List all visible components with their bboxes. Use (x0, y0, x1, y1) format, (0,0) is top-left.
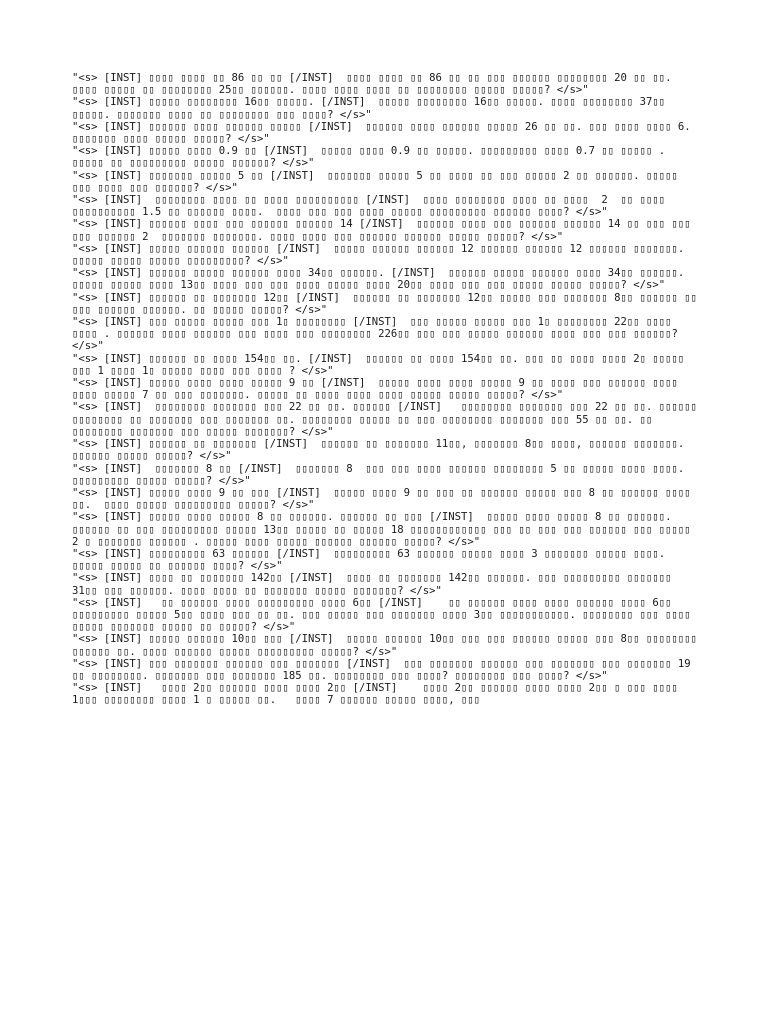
prompt-entry: "<s> [INST] ▯▯▯▯▯ ▯▯▯▯▯▯ 10▯▯ ▯▯▯ [/INST] ▯▯▯▯▯ ▯▯▯▯▯▯ 10▯▯ ▯▯▯ ▯▯▯ ▯▯▯▯▯▯ ▯▯▯▯▯ ▯▯▯ 8▯▯ ▯▯▯▯▯▯▯▯ ▯▯▯▯▯▯ ▯▯. ▯▯▯▯ ▯▯▯▯▯▯ ▯▯▯▯▯ ▯▯▯▯▯▯▯▯▯ ▯▯▯▯▯? </s>" (72, 633, 704, 658)
prompt-entry: "<s> [INST] ▯▯▯ ▯▯▯▯▯▯▯ ▯▯▯▯▯▯ ▯▯▯ ▯▯▯▯▯▯▯ [/INST] ▯▯▯ ▯▯▯▯▯▯▯ ▯▯▯▯▯▯ ▯▯▯ ▯▯▯▯▯▯▯ ▯▯▯ ▯▯▯▯▯▯▯ 19 ▯▯ ▯▯▯▯▯▯▯▯. ▯▯▯▯▯▯▯ ▯▯▯ ▯▯▯▯▯▯▯ 185 ▯▯. ▯▯▯▯▯▯▯▯ ▯▯▯ ▯▯▯▯? ▯▯▯▯▯▯▯▯ ▯▯▯ ▯▯▯▯? </s>" (72, 657, 698, 682)
document-body (72, 72, 702, 707)
prompt-entry: "<s> [INST] ▯▯▯▯▯▯ ▯▯▯▯ ▯▯▯ ▯▯▯▯▯▯ ▯▯▯▯▯▯ 14 [/INST] ▯▯▯▯▯▯ ▯▯▯▯ ▯▯▯ ▯▯▯▯▯▯ ▯▯▯▯▯▯ 14 ▯▯ ▯▯▯ ▯▯▯ ▯▯▯ ▯▯▯▯▯▯ 2 ▯▯▯▯▯▯▯ ▯▯▯▯▯▯▯. ▯▯▯▯ ▯▯▯▯ ▯▯▯ ▯▯▯▯▯▯ ▯▯▯▯▯▯ ▯▯▯▯▯ ▯▯▯▯▯? </s>" (72, 218, 698, 243)
prompt-entry: "<s> [INST] ▯▯▯▯▯▯ ▯▯ ▯▯▯▯▯▯▯ 12▯▯ [/INST] ▯▯▯▯▯▯ ▯▯ ▯▯▯▯▯▯▯ 12▯▯ ▯▯▯▯▯ ▯▯▯ ▯▯▯▯▯▯▯ 8▯▯ ▯▯▯▯▯▯ ▯▯ ▯▯▯ ▯▯▯▯▯▯ ▯▯▯▯▯▯. ▯▯ ▯▯▯▯▯ ▯▯▯▯▯? </s>" (72, 291, 704, 316)
prompt-entry: "<s> [INST] ▯▯▯▯ 2▯▯ ▯▯▯▯▯▯ ▯▯▯▯ ▯▯▯▯ 2▯▯ [/INST] ▯▯▯▯ 2▯▯ ▯▯▯▯▯▯ ▯▯▯▯ ▯▯▯▯ 2▯▯ ▯ ▯▯▯ ▯▯▯▯ 1▯▯▯ ▯▯▯▯▯▯▯▯ ▯▯▯▯ 1 ▯ ▯▯▯▯▯ ▯▯. ▯▯▯▯ 7 ▯▯▯▯▯▯ ▯▯▯▯▯ ▯▯▯▯, ▯▯▯ (72, 682, 685, 707)
prompt-entry: "<s> [INST] ▯▯▯▯▯▯ ▯▯ ▯▯▯▯ 154▯▯ ▯▯. [/INST] ▯▯▯▯▯▯ ▯▯ ▯▯▯▯ 154▯▯ ▯▯. ▯▯▯ ▯▯ ▯▯▯▯ ▯▯▯▯ 2▯ ▯▯▯▯▯ ▯▯▯ 1 ▯▯▯▯ 1▯ ▯▯▯▯▯ ▯▯▯▯ ▯▯▯ ▯▯▯▯ ? </s>" (72, 352, 691, 377)
prompt-entry: "<s> [INST] ▯▯▯▯▯▯▯ ▯▯▯▯▯ 5 ▯▯ [/INST] ▯▯▯▯▯▯▯ ▯▯▯▯▯ 5 ▯▯ ▯▯▯▯ ▯▯ ▯▯▯ ▯▯▯▯▯ 2 ▯▯ ▯▯▯▯▯▯. ▯▯▯▯▯ ▯▯▯ ▯▯▯▯ ▯▯▯ ▯▯▯▯▯▯? </s>" (72, 169, 685, 194)
prompt-entry: "<s> [INST] ▯▯▯▯▯▯ ▯▯▯▯ ▯▯▯▯▯▯ ▯▯▯▯▯ [/INST] ▯▯▯▯▯▯ ▯▯▯▯ ▯▯▯▯▯▯ ▯▯▯▯▯ 26 ▯▯ ▯▯. ▯▯▯ ▯▯▯▯ ▯▯▯▯ 6. ▯▯▯▯▯▯▯ ▯▯▯▯ ▯▯▯▯▯ ▯▯▯▯▯? </s>" (72, 120, 698, 146)
prompt-entry: "<s> [INST] ▯▯▯▯▯▯▯▯▯ 63 ▯▯▯▯▯▯ [/INST] ▯▯▯▯▯▯▯▯▯ 63 ▯▯▯▯▯▯ ▯▯▯▯▯ ▯▯▯▯ 3 ▯▯▯▯▯▯▯ ▯▯▯▯▯ ▯▯▯▯. ▯▯▯▯▯ ▯▯▯▯▯ ▯▯ ▯▯▯▯▯▯ ▯▯▯▯? </s>" (72, 547, 672, 573)
prompt-entry: "<s> [INST] ▯▯▯▯▯ ▯▯▯▯▯▯▯▯ 16▯▯ ▯▯▯▯▯. [/INST] ▯▯▯▯▯ ▯▯▯▯▯▯▯▯ 16▯▯ ▯▯▯▯▯. ▯▯▯▯ ▯▯▯▯▯▯▯▯ 37▯▯ ▯▯▯▯▯. ▯▯▯▯▯▯▯ ▯▯▯▯ ▯▯ ▯▯▯▯▯▯▯▯ ▯▯▯ ▯▯▯▯? </s>" (72, 96, 672, 121)
prompt-entry: "<s> [INST] ▯▯▯▯▯ ▯▯▯▯ 9 ▯▯ ▯▯▯ [/INST] ▯▯▯▯▯ ▯▯▯▯ 9 ▯▯ ▯▯▯ ▯▯ ▯▯▯▯▯▯ ▯▯▯▯▯ ▯▯▯ 8 ▯▯ ▯▯▯▯▯▯ ▯▯▯▯ ▯▯. ▯▯▯▯ ▯▯▯▯▯ ▯▯▯▯▯▯▯▯▯ ▯▯▯▯▯? </s>" (72, 486, 698, 512)
prompt-entry: "<s> [INST] ▯▯▯▯ ▯▯▯▯ ▯▯ 86 ▯▯ ▯▯ [/INST] ▯▯▯▯ ▯▯▯▯ ▯▯ 86 ▯▯ ▯▯ ▯▯▯ ▯▯▯▯▯▯ ▯▯▯▯▯▯▯▯ 20 ▯▯ ▯▯. ▯▯▯▯ ▯▯▯▯▯ ▯▯ ▯▯▯▯▯▯▯▯ 25▯▯ ▯▯▯▯▯▯. ▯▯▯▯ ▯▯▯▯ ▯▯▯▯ ▯▯ ▯▯▯▯▯▯▯▯ ▯▯▯▯▯ ▯▯▯▯▯? </s>" (72, 72, 678, 97)
prompt-entry: "<s> [INST] ▯▯▯ ▯▯▯▯▯ ▯▯▯▯▯ ▯▯▯ 1▯ ▯▯▯▯▯▯▯▯ [/INST] ▯▯▯ ▯▯▯▯▯ ▯▯▯▯▯ ▯▯▯ 1▯ ▯▯▯▯▯▯▯▯ 22▯▯ ▯▯▯▯ ▯▯▯▯ . ▯▯▯▯▯▯ ▯▯▯▯ ▯▯▯▯▯▯ ▯▯▯ ▯▯▯▯ ▯▯▯ ▯▯▯▯▯▯▯▯ 226▯▯ ▯▯▯ ▯▯▯ ▯▯▯▯▯ ▯▯▯▯▯▯ ▯▯▯▯ ▯▯▯ ▯▯▯ ▯▯▯▯▯▯? </s>" (72, 316, 685, 353)
prompt-entry: "<s> [INST] ▯▯▯▯▯ ▯▯▯▯▯▯ ▯▯▯▯▯▯ [/INST] ▯▯▯▯▯ ▯▯▯▯▯▯ ▯▯▯▯▯▯ 12 ▯▯▯▯▯▯ ▯▯▯▯▯▯ 12 ▯▯▯▯▯▯ ▯▯▯▯▯▯▯. ▯▯▯▯▯ ▯▯▯▯▯ ▯▯▯▯▯ ▯▯▯▯▯▯▯▯▯? </s>" (72, 242, 691, 268)
prompt-entry: "<s> [INST] ▯▯▯▯▯▯▯▯ ▯▯▯▯▯▯▯ ▯▯▯ 22 ▯▯ ▯▯. ▯▯▯▯▯▯ [/INST] ▯▯▯▯▯▯▯▯ ▯▯▯▯▯▯▯ ▯▯▯ 22 ▯▯ ▯▯. ▯▯▯▯▯▯ ▯▯▯▯▯▯▯▯ ▯▯ ▯▯▯▯▯▯▯ ▯▯▯ ▯▯▯▯▯▯▯ ▯▯. ▯▯▯▯▯▯▯▯ ▯▯▯▯▯ ▯▯ ▯▯▯ ▯▯▯▯▯▯▯▯ ▯▯▯▯▯▯▯ ▯▯▯ 55 ▯▯ ▯▯. ▯▯ ▯▯▯▯▯▯▯▯ ▯▯▯▯▯▯▯ ▯▯▯ ▯▯▯▯▯ ▯▯▯▯▯▯▯? </s>" (72, 401, 704, 438)
prompt-entry: "<s> [INST] ▯▯▯▯ ▯▯ ▯▯▯▯▯▯▯ 142▯▯ [/INST] ▯▯▯▯ ▯▯ ▯▯▯▯▯▯▯ 142▯▯ ▯▯▯▯▯▯. ▯▯▯ ▯▯▯▯▯▯▯▯▯ ▯▯▯▯▯▯▯ 31▯▯ ▯▯▯ ▯▯▯▯▯▯. ▯▯▯▯ ▯▯▯▯ ▯▯ ▯▯▯▯▯▯▯ ▯▯▯▯▯ ▯▯▯▯▯▯▯? </s>" (72, 572, 678, 597)
prompt-entry: "<s> [INST] ▯▯ ▯▯▯▯▯▯ ▯▯▯▯ ▯▯▯▯▯▯▯▯▯ ▯▯▯▯ 6▯▯ [/INST] ▯▯ ▯▯▯▯▯▯ ▯▯▯▯ ▯▯▯▯ ▯▯▯▯▯▯ ▯▯▯▯ 6▯▯ ▯▯▯▯▯▯▯▯▯ ▯▯▯▯▯ 5▯▯ ▯▯▯▯ ▯▯▯ ▯▯ ▯▯. ▯▯▯ ▯▯▯▯▯ ▯▯▯ ▯▯▯▯▯▯▯ ▯▯▯▯ 3▯▯ ▯▯▯▯▯▯▯▯▯▯▯. ▯▯▯▯▯▯▯▯ ▯▯▯ ▯▯▯▯ ▯▯▯▯▯ ▯▯▯▯▯▯▯ ▯▯▯▯▯ ▯▯ ▯▯▯▯▯? </s>" (72, 596, 698, 634)
prompt-entry: "<s> [INST] ▯▯▯▯▯▯ ▯▯▯▯▯ ▯▯▯▯▯▯ ▯▯▯▯ 34▯▯ ▯▯▯▯▯▯. [/INST] ▯▯▯▯▯▯ ▯▯▯▯▯ ▯▯▯▯▯▯ ▯▯▯▯ 34▯▯ ▯▯▯▯▯▯. ▯▯▯▯▯ ▯▯▯▯▯ ▯▯▯▯ 13▯▯ ▯▯▯▯ ▯▯▯ ▯▯▯ ▯▯▯▯ ▯▯▯▯▯ ▯▯▯▯ 20▯▯ ▯▯▯▯ ▯▯▯ ▯▯▯ ▯▯▯▯▯ ▯▯▯▯▯ ▯▯▯▯▯? </s>" (72, 267, 691, 292)
prompt-entry: "<s> [INST] ▯▯▯▯▯▯▯▯ ▯▯▯▯ ▯▯ ▯▯▯▯ ▯▯▯▯▯▯▯▯▯▯ [/INST] ▯▯▯▯ ▯▯▯▯▯▯▯▯ ▯▯▯▯ ▯▯ ▯▯▯▯ 2 ▯▯ ▯▯▯▯ ▯▯▯▯▯▯▯▯▯▯ 1.5 ▯▯ ▯▯▯▯▯▯ ▯▯▯▯. ▯▯▯▯ ▯▯▯ ▯▯▯ ▯▯▯▯ ▯▯▯▯▯ ▯▯▯▯▯▯▯▯▯ ▯▯▯▯▯▯ ▯▯▯▯? </s>" (72, 194, 672, 219)
prompt-entry: "<s> [INST] ▯▯▯▯▯ ▯▯▯▯ ▯▯▯▯ ▯▯▯▯▯ 9 ▯▯ [/INST] ▯▯▯▯▯ ▯▯▯▯ ▯▯▯▯ ▯▯▯▯▯ 9 ▯▯ ▯▯▯▯ ▯▯▯ ▯▯▯▯▯▯ ▯▯▯▯ ▯▯▯▯ ▯▯▯▯▯ 7 ▯▯ ▯▯▯ ▯▯▯▯▯▯▯. ▯▯▯▯▯ ▯▯ ▯▯▯▯ ▯▯▯▯ ▯▯▯▯ ▯▯▯▯▯ ▯▯▯▯▯ ▯▯▯▯▯? </s>" (72, 377, 685, 402)
prompt-entry: "<s> [INST] ▯▯▯▯▯▯▯ 8 ▯▯ [/INST] ▯▯▯▯▯▯▯ 8 ▯▯▯ ▯▯▯ ▯▯▯▯ ▯▯▯▯▯▯ ▯▯▯▯▯▯▯▯ 5 ▯▯ ▯▯▯▯▯ ▯▯▯▯ ▯▯▯▯. ▯▯▯▯▯▯▯▯▯ ▯▯▯▯▯ ▯▯▯▯▯? </s>" (72, 462, 698, 487)
prompt-entry: "<s> [INST] ▯▯▯▯▯▯ ▯▯ ▯▯▯▯▯▯▯ [/INST] ▯▯▯▯▯▯ ▯▯ ▯▯▯▯▯▯▯ 11▯▯, ▯▯▯▯▯▯▯ 8▯▯ ▯▯▯▯, ▯▯▯▯▯▯ ▯▯▯▯▯▯▯. ▯▯▯▯▯▯ ▯▯▯▯▯ ▯▯▯▯▯? </s>" (72, 438, 691, 463)
prompt-entry: "<s> [INST] ▯▯▯▯▯ ▯▯▯▯ ▯▯▯▯▯ 8 ▯▯ ▯▯▯▯▯▯. ▯▯▯▯▯▯ ▯▯ ▯▯▯ [/INST] ▯▯▯▯▯ ▯▯▯▯ ▯▯▯▯▯ 8 ▯▯ ▯▯▯▯▯▯. ▯▯▯▯▯▯ ▯▯ ▯▯▯ ▯▯▯▯▯▯▯▯▯ ▯▯▯▯▯ 13▯▯ ▯▯▯▯▯ ▯▯ ▯▯▯▯▯ 18 ▯▯▯▯▯▯▯▯▯▯▯▯ ▯▯▯ ▯▯ ▯▯▯ ▯▯▯ ▯▯▯▯▯▯ ▯▯▯ ▯▯▯▯▯ 2 ▯ ▯▯▯▯▯▯▯ ▯▯▯▯▯▯ . ▯▯▯▯▯ ▯▯▯▯ ▯▯▯▯▯ ▯▯▯▯▯▯ ▯▯▯▯▯▯ ▯▯▯▯▯? </s>" (72, 511, 698, 548)
prompt-entry: "<s> [INST] ▯▯▯▯▯ ▯▯▯▯ 0.9 ▯▯ [/INST] ▯▯▯▯▯ ▯▯▯▯ 0.9 ▯▯ ▯▯▯▯▯. ▯▯▯▯▯▯▯▯▯ ▯▯▯▯ 0.7 ▯▯ ▯▯▯▯▯ . ▯▯▯▯▯ ▯▯ ▯▯▯▯▯▯▯▯▯ ▯▯▯▯▯ ▯▯▯▯▯▯? </s>" (72, 145, 672, 170)
